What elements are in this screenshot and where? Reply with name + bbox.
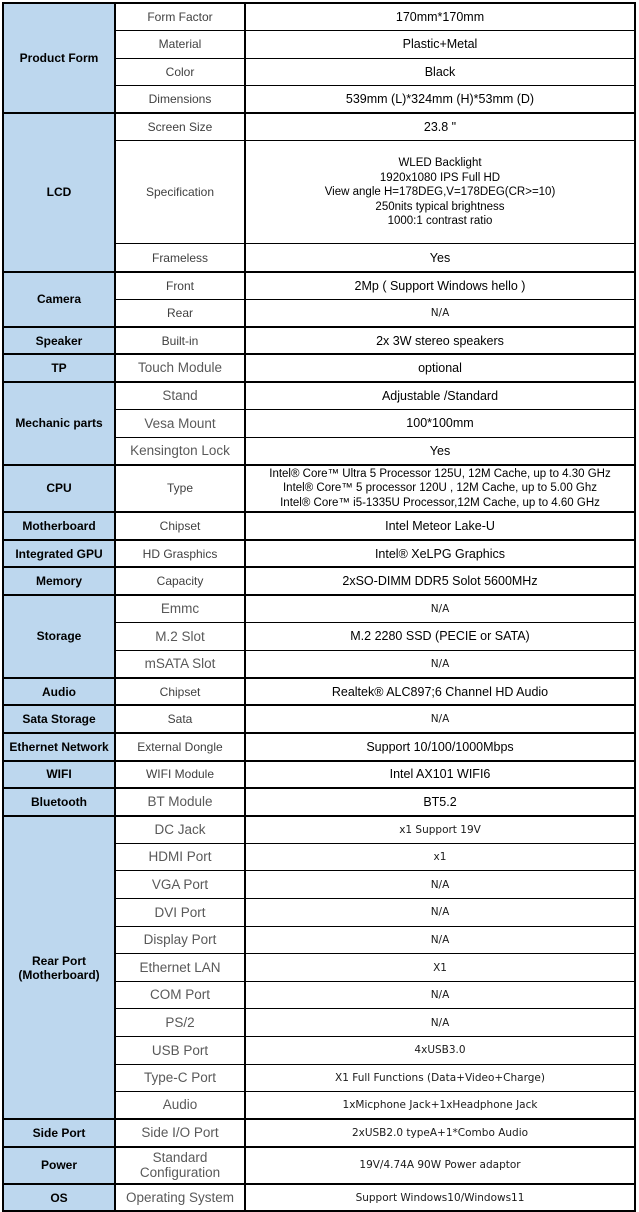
category-side-port: Side Port xyxy=(3,1119,115,1147)
spec-row xyxy=(3,540,635,568)
spec-row xyxy=(3,382,635,410)
spec-value-line: 250nits typical brightness xyxy=(375,200,505,213)
spec-row xyxy=(3,705,635,733)
category-memory: Memory xyxy=(3,567,115,595)
spec-label: Chipset xyxy=(115,512,245,540)
spec-label: Stand xyxy=(115,382,245,410)
category-tp: TP xyxy=(3,354,115,382)
spec-value-line: 1000:1 contrast ratio xyxy=(387,215,493,228)
spec-value: Black xyxy=(245,58,635,86)
spec-value-line: Intel® Core™ i5-1335U Processor,12M Cache, up to 4.60 GHz xyxy=(280,496,600,509)
spec-label: Frameless xyxy=(115,244,245,272)
spec-row xyxy=(3,733,635,761)
spec-label: WIFI Module xyxy=(115,761,245,789)
spec-value-line: Intel® Core™ 5 processor 120U , 12M Cache, up to 5.00 Ghz xyxy=(282,482,598,495)
category-camera: Camera xyxy=(3,272,115,327)
spec-value: optional xyxy=(245,354,635,382)
spec-label: Built-in xyxy=(115,327,245,355)
spec-value: N/A xyxy=(245,1009,635,1037)
spec-label: Form Factor xyxy=(115,3,245,31)
spec-value: Intel Meteor Lake-U xyxy=(245,512,635,540)
spec-label: Type xyxy=(115,465,245,513)
spec-row xyxy=(3,272,635,300)
spec-label: HD Grasphics xyxy=(115,540,245,568)
category-cpu: CPU xyxy=(3,465,115,513)
spec-value: Yes xyxy=(245,437,635,465)
spec-label: USB Port xyxy=(115,1037,245,1065)
spec-label: Vesa Mount xyxy=(115,410,245,438)
spec-label: mSATA Slot xyxy=(115,650,245,678)
spec-row xyxy=(3,788,635,816)
spec-label: Side I/O Port xyxy=(115,1119,245,1147)
spec-label: DC Jack xyxy=(115,816,245,844)
category-product-form: Product Form xyxy=(3,3,115,113)
spec-row xyxy=(3,465,635,513)
spec-value xyxy=(245,141,635,244)
spec-value: X1 Full Functions (Data+Video+Charge) xyxy=(245,1064,635,1092)
spec-value: X1 xyxy=(245,954,635,982)
spec-value: 23.8 " xyxy=(245,113,635,141)
category-rear-port-motherboard: Rear Port (Motherboard) xyxy=(3,816,115,1120)
spec-label: Standard Configuration xyxy=(115,1147,245,1184)
spec-value: Support Windows10/Windows11 xyxy=(245,1184,635,1212)
spec-value: Support 10/100/1000Mbps xyxy=(245,733,635,761)
spec-value: M.2 2280 SSD (PECIE or SATA) xyxy=(245,623,635,651)
spec-row xyxy=(3,354,635,382)
spec-value: 4xUSB3.0 xyxy=(245,1037,635,1065)
spec-value: N/A xyxy=(245,595,635,623)
spec-value: N/A xyxy=(245,981,635,1009)
spec-value: Realtek® ALC897;6 Channel HD Audio xyxy=(245,678,635,706)
spec-label: Chipset xyxy=(115,678,245,706)
category-wifi: WIFI xyxy=(3,761,115,789)
spec-row xyxy=(3,327,635,355)
spec-label: VGA Port xyxy=(115,871,245,899)
spec-value: N/A xyxy=(245,650,635,678)
category-ethernet-network: Ethernet Network xyxy=(3,733,115,761)
spec-row xyxy=(3,816,635,844)
spec-label: External Dongle xyxy=(115,733,245,761)
spec-label: Touch Module xyxy=(115,354,245,382)
spec-row xyxy=(3,595,635,623)
category-audio: Audio xyxy=(3,678,115,706)
spec-value: 19V/4.74A 90W Power adaptor xyxy=(245,1147,635,1184)
spec-label: Ethernet LAN xyxy=(115,954,245,982)
spec-value: x1 xyxy=(245,843,635,871)
spec-label: Audio xyxy=(115,1092,245,1120)
spec-value: 170mm*170mm xyxy=(245,3,635,31)
spec-value-line: 1920x1080 IPS Full HD xyxy=(379,171,501,184)
spec-row xyxy=(3,1119,635,1147)
spec-value: 1xMicphone Jack+1xHeadphone Jack xyxy=(245,1092,635,1120)
category-bluetooth: Bluetooth xyxy=(3,788,115,816)
spec-value-line: Intel® Core™ Ultra 5 Processor 125U, 12M Cache, up to 4.30 GHz xyxy=(269,467,611,480)
category-speaker: Speaker xyxy=(3,327,115,355)
category-mechanic-parts: Mechanic parts xyxy=(3,382,115,465)
spec-label: Capacity xyxy=(115,567,245,595)
spec-row xyxy=(3,1147,635,1184)
spec-value: BT5.2 xyxy=(245,788,635,816)
spec-label: Type-C Port xyxy=(115,1064,245,1092)
spec-label: HDMI Port xyxy=(115,843,245,871)
spec-value: Intel® XeLPG Graphics xyxy=(245,540,635,568)
spec-row xyxy=(3,761,635,789)
category-power: Power xyxy=(3,1147,115,1184)
spec-label: Front xyxy=(115,272,245,300)
spec-value: 2xUSB2.0 typeA+1*Combo Audio xyxy=(245,1119,635,1147)
spec-row xyxy=(3,678,635,706)
spec-value: 2xSO-DIMM DDR5 Solot 5600MHz xyxy=(245,567,635,595)
spec-label: Display Port xyxy=(115,926,245,954)
spec-label: Dimensions xyxy=(115,86,245,114)
category-storage: Storage xyxy=(3,595,115,678)
spec-row xyxy=(3,3,635,31)
spec-label: Rear xyxy=(115,299,245,327)
spec-label: COM Port xyxy=(115,981,245,1009)
spec-label: M.2 Slot xyxy=(115,623,245,651)
spec-label: Emmc xyxy=(115,595,245,623)
spec-value: Intel AX101 WIFI6 xyxy=(245,761,635,789)
spec-label: DVI Port xyxy=(115,899,245,927)
spec-label: Kensington Lock xyxy=(115,437,245,465)
spec-row xyxy=(3,113,635,141)
spec-value: N/A xyxy=(245,926,635,954)
spec-label: Screen Size xyxy=(115,113,245,141)
spec-value: Plastic+Metal xyxy=(245,31,635,59)
spec-value: 2x 3W stereo speakers xyxy=(245,327,635,355)
spec-value: N/A xyxy=(245,899,635,927)
spec-row xyxy=(3,512,635,540)
category-os: OS xyxy=(3,1184,115,1212)
spec-label: Specification xyxy=(115,141,245,244)
category-motherboard: Motherboard xyxy=(3,512,115,540)
spec-value: N/A xyxy=(245,705,635,733)
category-sata-storage: Sata Storage xyxy=(3,705,115,733)
spec-label: Material xyxy=(115,31,245,59)
spec-label: PS/2 xyxy=(115,1009,245,1037)
spec-row xyxy=(3,1184,635,1212)
spec-value: N/A xyxy=(245,299,635,327)
spec-value: Adjustable /Standard xyxy=(245,382,635,410)
spec-label: Color xyxy=(115,58,245,86)
spec-table xyxy=(2,2,636,1212)
spec-row xyxy=(3,567,635,595)
spec-label: Operating System xyxy=(115,1184,245,1212)
spec-label: Sata xyxy=(115,705,245,733)
spec-value: N/A xyxy=(245,871,635,899)
category-lcd: LCD xyxy=(3,113,115,271)
spec-value xyxy=(245,465,635,513)
category-integrated-gpu: Integrated GPU xyxy=(3,540,115,568)
spec-value: x1 Support 19V xyxy=(245,816,635,844)
spec-value-line: WLED Backlight xyxy=(398,157,482,170)
spec-value: 2Mp ( Support Windows hello ) xyxy=(245,272,635,300)
spec-value-line: View angle H=178DEG,V=178DEG(CR>=10) xyxy=(324,186,556,199)
spec-value: 539mm (L)*324mm (H)*53mm (D) xyxy=(245,86,635,114)
spec-value: Yes xyxy=(245,244,635,272)
spec-label: BT Module xyxy=(115,788,245,816)
spec-value: 100*100mm xyxy=(245,410,635,438)
